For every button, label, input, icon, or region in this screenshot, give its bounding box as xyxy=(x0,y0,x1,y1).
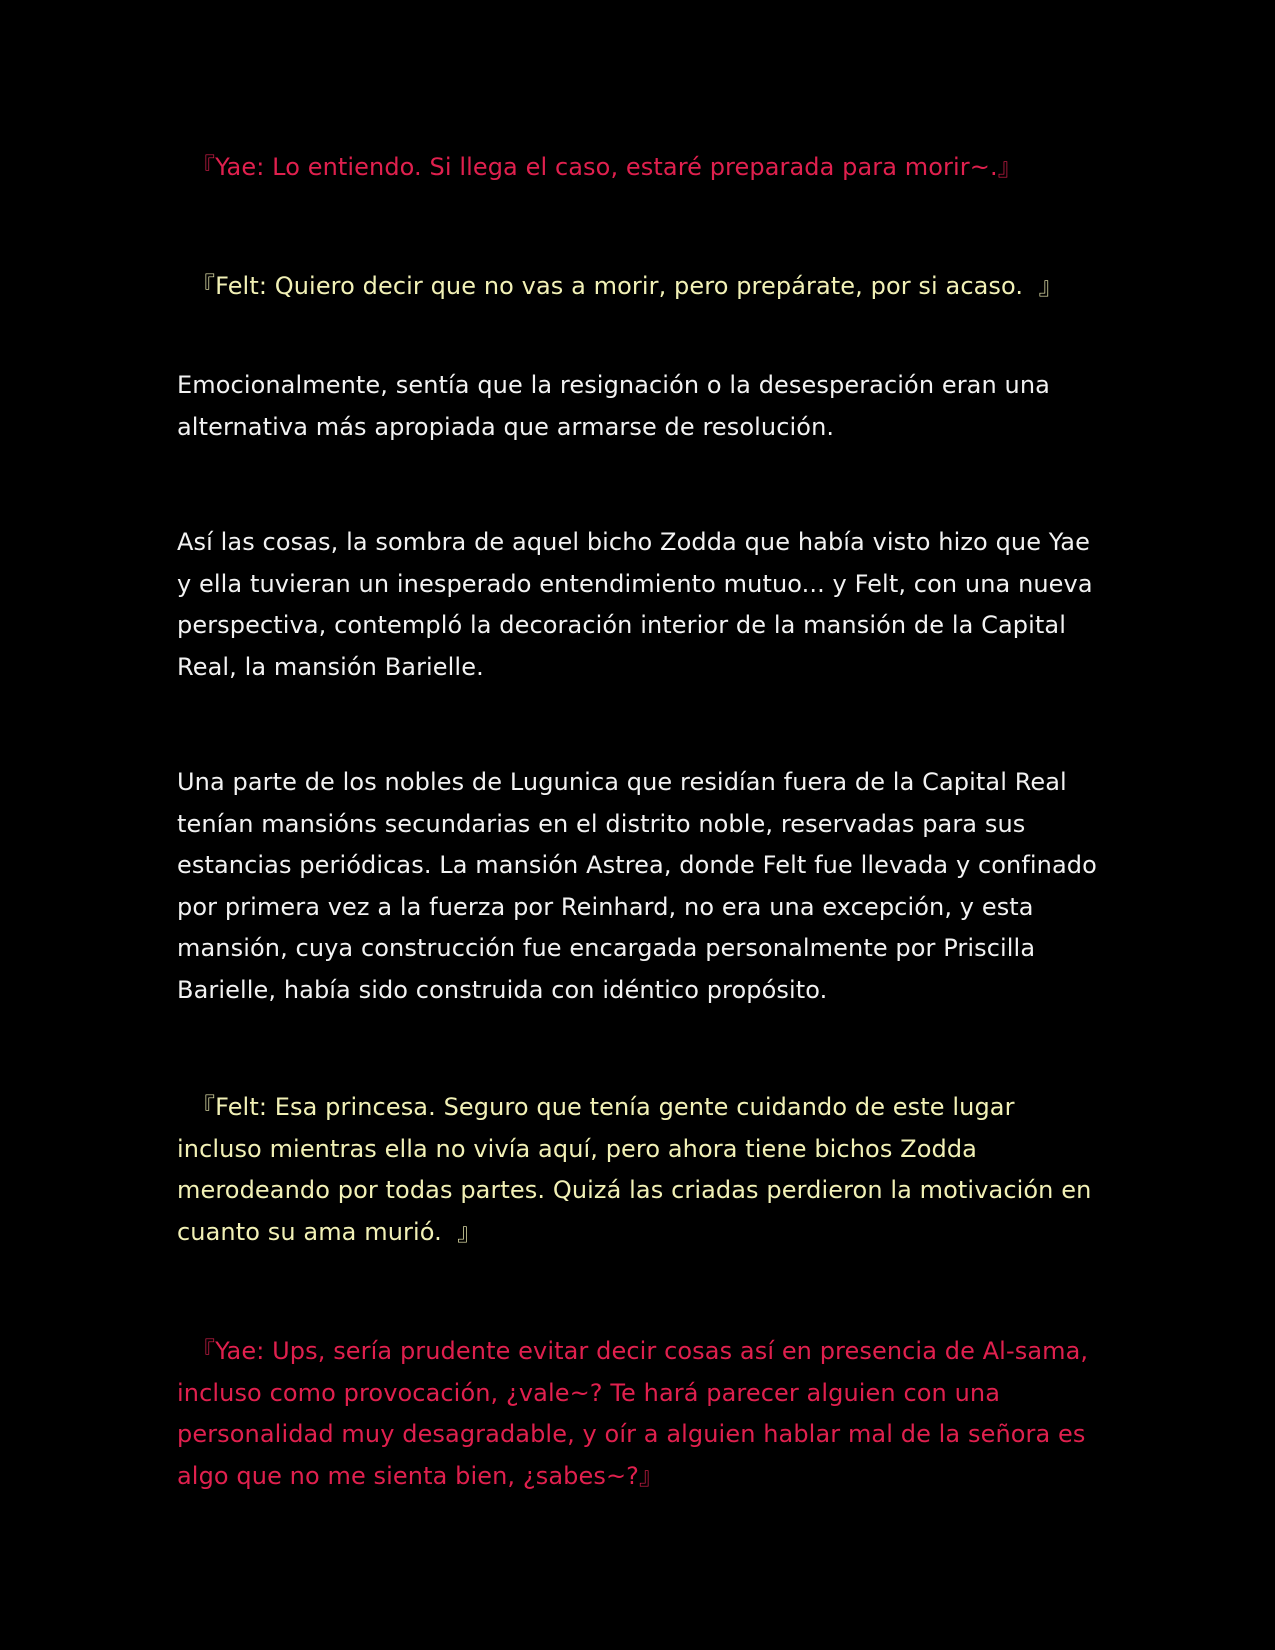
narration-paragraph: Una parte de los nobles de Lugunica que residían fuera de la Capital Real tenían mansións secundarias en el distrito noble, reservadas para sus estancias periódicas. La mansión Astrea, donde Felt fue llevada y confinado por primera vez a la fuerza por Reinhard, no era una excepción, y esta mansión, cuya construcción fue encargada personalmente por Priscilla Barielle, había sido construida con idéntico propósito. xyxy=(177,768,1097,1004)
felt-dialogue-line: 『Felt: Quiero decir que no vas a morir, pero prepárate, por si acaso. 』 xyxy=(191,272,1063,300)
yae-dialogue-line: 『Yae: Ups, sería prudente evitar decir cosas así en presencia de Al-sama, incluso como provocación, ¿vale~? Te hará parecer alguien con una personalidad muy desagradable, y oír a alguien hablar mal de la señora es algo que no me sienta bien, ¿sabes~?』 xyxy=(177,1337,1089,1490)
felt-dialogue-line: 『Felt: Esa princesa. Seguro que tenía gente cuidando de este lugar incluso mientras ella no vivía aquí, pero ahora tiene bichos Zodda merodeando por todas partes. Quizá las criadas perdieron la motivación en cuanto su ama murió. 』 xyxy=(177,1093,1092,1246)
yae-dialogue-line: 『Yae: Lo entiendo. Si llega el caso, estaré preparada para morir~.』 xyxy=(191,153,1022,181)
narration-paragraph: Emocionalmente, sentía que la resignación o la desesperación eran una alternativa más apropiada que armarse de resolución. xyxy=(177,371,1050,441)
narration-paragraph: Así las cosas, la sombra de aquel bicho Zodda que había visto hizo que Yae y ella tuvieran un inesperado entendimiento mutuo... y Felt, con una nueva perspectiva, contempló la decoración interior de la mansión de la Capital Real, la mansión Barielle. xyxy=(177,528,1093,681)
